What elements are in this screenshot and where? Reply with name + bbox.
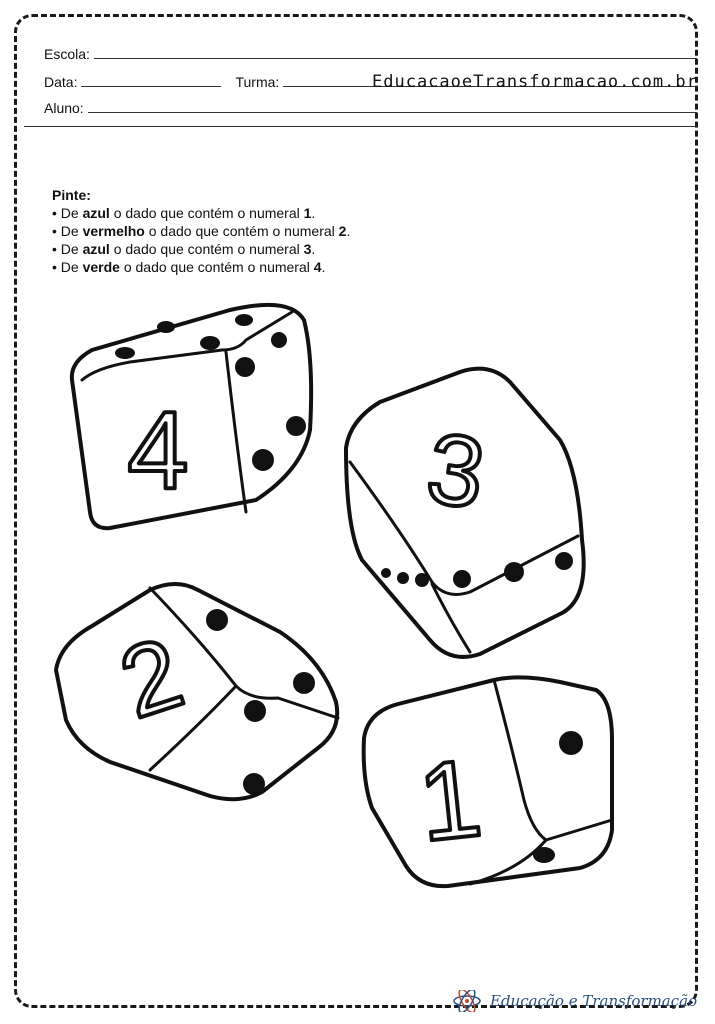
die-one[interactable] [364,677,612,886]
die-three[interactable] [346,369,584,657]
die-two-numeral: 2 [107,616,196,740]
die-one-numeral: 1 [413,736,487,865]
die-three-numeral: 3 [420,411,492,531]
instruction-item: • De vermelho o dado que contém o numeral 2. [52,222,350,240]
die-four[interactable] [72,305,311,528]
instruction-item: • De azul o dado que contém o numeral 3. [52,240,350,258]
atom-logo-icon [452,990,482,1012]
website-watermark: EducacaoeTransformacao.com.br [372,72,698,92]
die-two[interactable] [56,584,338,799]
instruction-item: • De verde o dado que contém o numeral 4. [52,258,350,276]
class-label: Turma: [235,74,280,90]
school-label: Escola: [44,46,90,62]
student-label: Aluno: [44,100,84,116]
footer-brand-text: Educação e Transformação [490,992,698,1010]
die-four-numeral: 4 [127,389,189,512]
date-label: Data: [44,74,78,90]
footer-brand [452,990,697,1012]
instruction-item: • De azul o dado que contém o numeral 1. [52,204,350,222]
instructions-title: Pinte: [52,187,91,203]
